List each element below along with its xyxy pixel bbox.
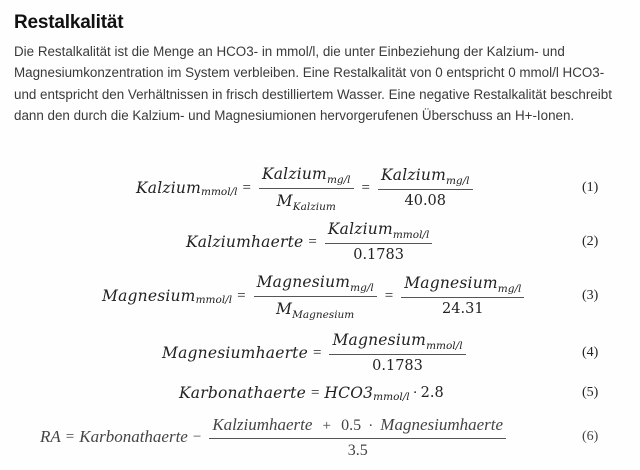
equation-1 (0, 164, 640, 213)
eq6-fraction (209, 415, 506, 460)
fraction-bar (325, 243, 432, 244)
equation-6 (0, 414, 640, 460)
eq3-f1-num-sub: mg/l (350, 281, 374, 294)
equals-sign: = (310, 384, 320, 401)
equation-number-5: (5) (582, 385, 599, 400)
eq6-lhs: RA (40, 427, 61, 446)
eq4-den: 0.1783 (372, 358, 423, 374)
eq1-f1-den-sub: Kalzium (292, 200, 336, 213)
fraction-bar (209, 438, 506, 439)
eq6-num-b: Magnesiumhaerte (380, 414, 504, 434)
equation-number-6: (6) (582, 429, 599, 444)
equation-5 (0, 381, 640, 405)
fraction-bar (378, 189, 473, 190)
eq1-f1-den: M (276, 191, 293, 210)
eq6-num-a: Kalziumhaerte (212, 414, 313, 434)
eq3-fraction-1 (254, 272, 377, 321)
eq6-den: 3.5 (347, 441, 368, 459)
eq1-f2-num-sub: mg/l (445, 175, 470, 187)
section-paragraph: Die Restalkalität ist die Menge an HCO3- in mmol/l, die unter Einbeziehung der Kalzium- und Magnesiumkonzentration im System verbleiben. Eine Restalkalität von 0 entspricht 0 mmol/l HCO3- und entspricht den Verhältnissen in frisch destilliertem Wasser. Eine negative Restalkalität beschreibt dann den durch die Kalzium- und Magnesiumionen hervorgerufenen Überschuss an H+-Ionen. (14, 44, 612, 124)
eq1-fraction-2 (378, 165, 473, 211)
fraction-bar (259, 188, 354, 189)
plus-sign: + (322, 417, 331, 434)
eq2-lhs: Kalziumhaerte (186, 233, 304, 251)
fraction-bar (401, 297, 524, 298)
eq2-num-sub: mmol/l (392, 229, 430, 241)
eq3-f1-den: M (276, 299, 293, 318)
equals-sign: = (384, 287, 394, 304)
equals-sign: = (65, 428, 75, 445)
eq3-f1-num: Magnesium (256, 272, 351, 291)
equals-sign: = (361, 179, 370, 196)
equals-sign: = (242, 179, 251, 196)
eq2-den: 0.1783 (353, 247, 404, 263)
eq1-fraction-1 (259, 164, 354, 213)
eq1-f2-num: Kalzium (380, 166, 446, 184)
eq3-fraction-2 (401, 273, 524, 319)
equation-4 (0, 331, 640, 375)
eq2-fraction (325, 219, 432, 265)
section-title: Restalkalität (14, 12, 124, 33)
eq5-lhs: Karbonathaerte (179, 384, 306, 402)
equation-number-1: (1) (582, 180, 599, 195)
equation-3 (0, 273, 640, 319)
eq4-num-sub: mmol/l (426, 340, 463, 352)
eq2-num: Kalzium (327, 220, 393, 238)
fraction-bar (254, 296, 377, 297)
equals-sign: = (237, 287, 246, 304)
eq4-lhs: Magnesiumhaerte (162, 344, 308, 362)
fraction-bar (329, 354, 465, 355)
equation-2 (0, 220, 640, 264)
equation-number-2: (2) (582, 234, 599, 249)
eq3-lhs-sub: mmol/l (195, 294, 233, 306)
dot-operator: · (412, 384, 418, 401)
eq4-fraction (329, 330, 465, 376)
eq1-f1-num-sub: mg/l (326, 173, 351, 186)
equals-sign: = (313, 344, 322, 361)
minus-sign: − (192, 428, 202, 445)
eq4-num: Magnesium (332, 331, 427, 349)
eq1-lhs: Kalzium (136, 179, 201, 197)
eq6-term: Karbonathaerte (79, 427, 188, 446)
eq1-f1-num: Kalzium (261, 164, 327, 183)
eq1-lhs-sub: mmol/l (200, 186, 238, 198)
eq3-f2-den: 24.31 (442, 301, 484, 317)
eq5-factor: 2.8 (420, 385, 444, 401)
equation-number-3: (3) (582, 288, 599, 303)
eq3-lhs: Magnesium (102, 287, 196, 305)
eq3-f1-den-sub: Magnesium (292, 308, 355, 321)
eq3-f2-num-sub: mg/l (497, 283, 522, 295)
dot-operator: · (368, 417, 374, 434)
eq6-num-coef: 0.5 (341, 416, 362, 434)
eq5-rhs-sub: mmol/l (373, 391, 410, 403)
eq3-f2-num: Magnesium (404, 274, 498, 292)
eq1-f2-den: 40.08 (404, 193, 447, 209)
equation-number-4: (4) (582, 345, 599, 360)
equals-sign: = (308, 233, 317, 250)
eq5-rhs: HCO3 (324, 384, 374, 402)
